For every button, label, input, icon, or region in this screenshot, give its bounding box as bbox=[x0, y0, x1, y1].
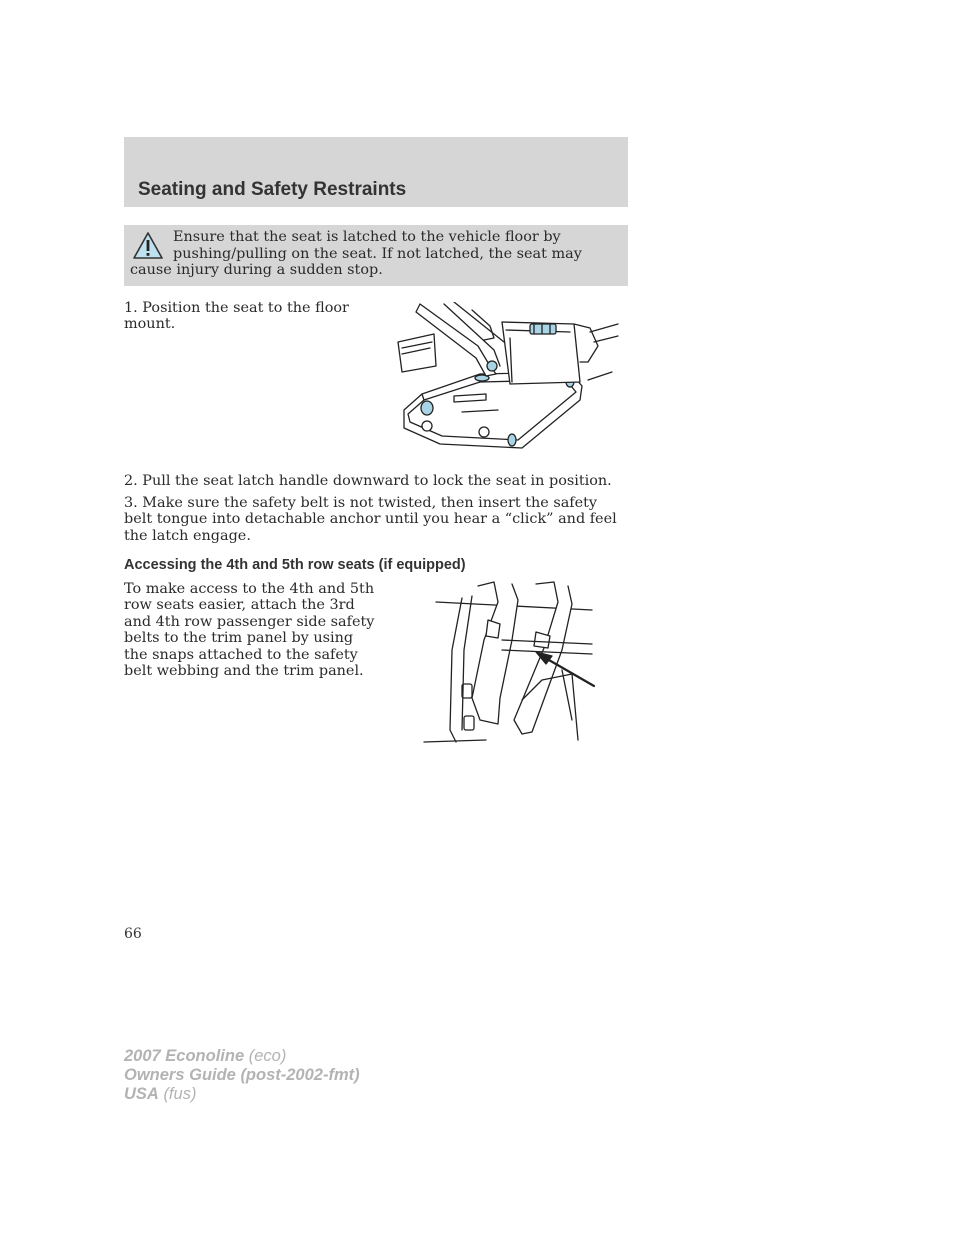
safety-belt-trim-panel-illustration bbox=[422, 580, 600, 746]
step-1-text: 1. Position the seat to the floor mount. bbox=[124, 300, 349, 333]
section-body-text: To make access to the 4th and 5th row seats easier, attach the 3rd and 4th row passenger side safety belts to the trim panel by using the snaps attached to the safety belt webbing and the trim panel. bbox=[124, 581, 375, 680]
footer-line-2 bbox=[124, 1066, 360, 1085]
section-subheading: Accessing the 4th and 5th row seats (if equipped) bbox=[124, 557, 466, 573]
step-2-text: 2. Pull the seat latch handle downward to lock the seat in position. bbox=[124, 473, 612, 489]
footer-guide: Owners Guide (post-2002-fmt) bbox=[124, 1066, 360, 1084]
page-number: 66 bbox=[124, 926, 142, 942]
footer-model: 2007 Econoline bbox=[124, 1047, 245, 1065]
document-footer bbox=[124, 1047, 360, 1104]
warning-text: Ensure that the seat is latched to the vehicle floor by pushing/pulling on the seat. If not latched, the seat may cause injury during a sudden stop. bbox=[130, 229, 582, 279]
footer-market-code: (fus) bbox=[163, 1085, 197, 1103]
footer-market: USA bbox=[124, 1085, 159, 1103]
footer-line-3 bbox=[124, 1085, 360, 1104]
footer-line-1 bbox=[124, 1047, 360, 1066]
footer-model-code: (eco) bbox=[248, 1047, 287, 1065]
section-title: Seating and Safety Restraints bbox=[138, 179, 407, 200]
seat-floor-mount-illustration bbox=[394, 302, 620, 460]
step-3-text: 3. Make sure the safety belt is not twisted, then insert the safety belt tongue into detachable anchor until you hear a “click” and feel the latch engage. bbox=[124, 495, 617, 544]
section-header-band bbox=[124, 137, 628, 207]
warning-box bbox=[124, 225, 628, 286]
